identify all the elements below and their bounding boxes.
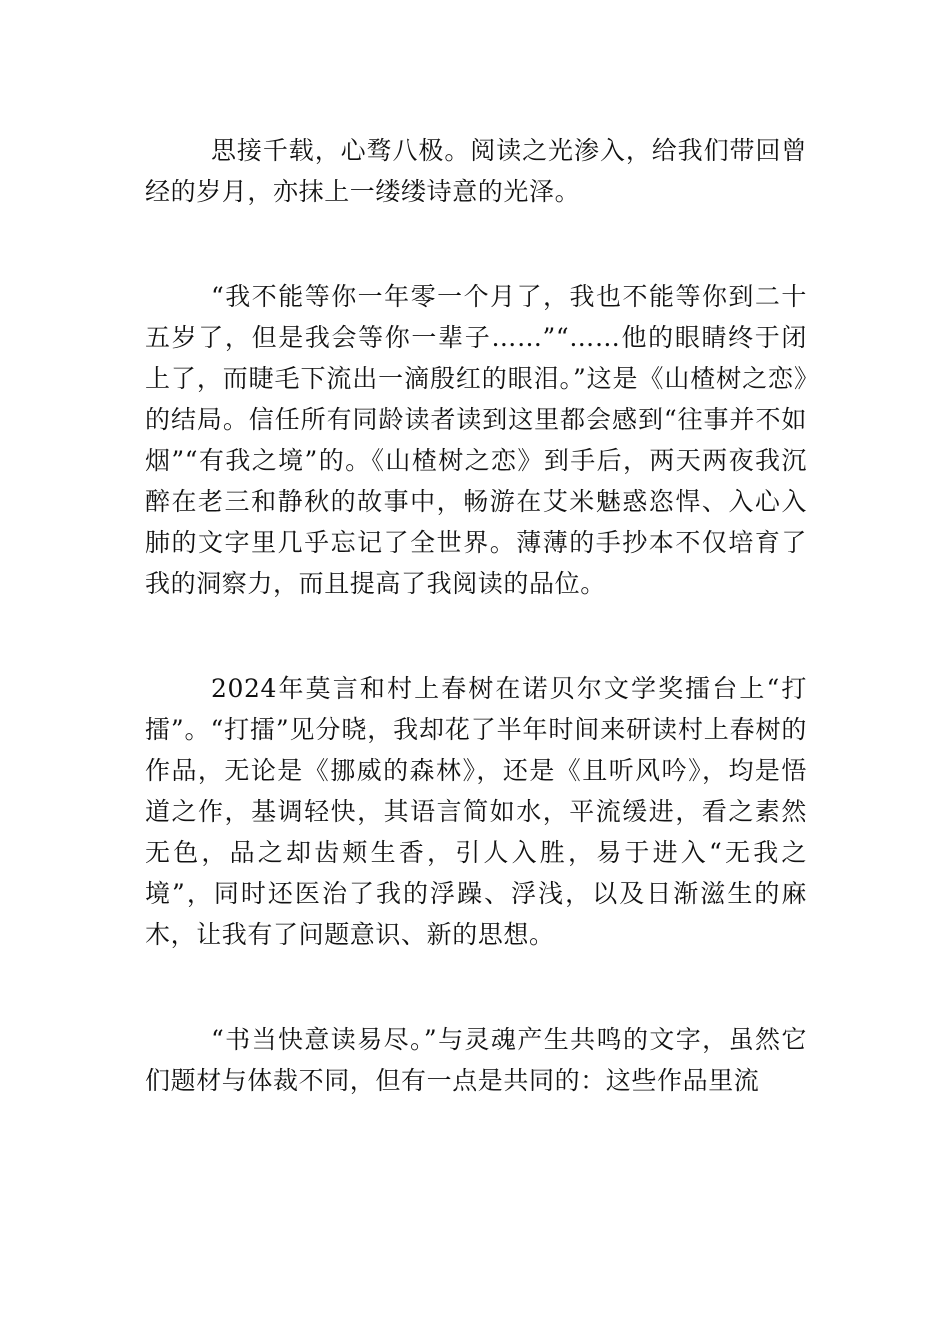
paragraph-2: “我不能等你一年零一个月了，我也不能等你到二十五岁了，但是我会等你一辈子……”“……他的眼睛终于闭上了，而睫毛下流出一滴殷红的眼泪。”这是《山楂树之恋》的结局。信任所有同龄读者读到这里都会感到“往事并不如烟”“有我之境”的。《山楂树之恋》到手后，两天两夜我沉醉在老三和静秋的故事中，畅游在艾米魅惑恣悍、入心入肺的文字里几乎忘记了全世界。薄薄的手抄本不仅培育了我的洞察力，而且提高了我阅读的品位。 <box>145 282 807 598</box>
paragraph-3: 2024年莫言和村上春树在诺贝尔文学奖擂台上“打擂”。“打擂”见分晓，我却花了半年时间来研读村上春树的作品，无论是《挪威的森林》，还是《且听风吟》，均是悟道之作，基调轻快，其语言简如水，平流缓进，看之素然无色，品之却齿颊生香，引人入胜，易于进入“无我之境”，同时还医治了我的浮躁、浮浅，以及日渐滋生的麻木，让我有了问题意识、新的思想。 <box>145 674 807 949</box>
paragraph-1: 思接千载，心骛八极。阅读之光渗入，给我们带回曾经的岁月，亦抹上一缕缕诗意的光泽。 <box>145 136 807 206</box>
document-body <box>145 130 807 1165</box>
paragraph-4: “书当快意读易尽。”与灵魂产生共鸣的文字，虽然它们题材与体裁不同，但有一点是共同的：这些作品里流 <box>145 1025 807 1095</box>
